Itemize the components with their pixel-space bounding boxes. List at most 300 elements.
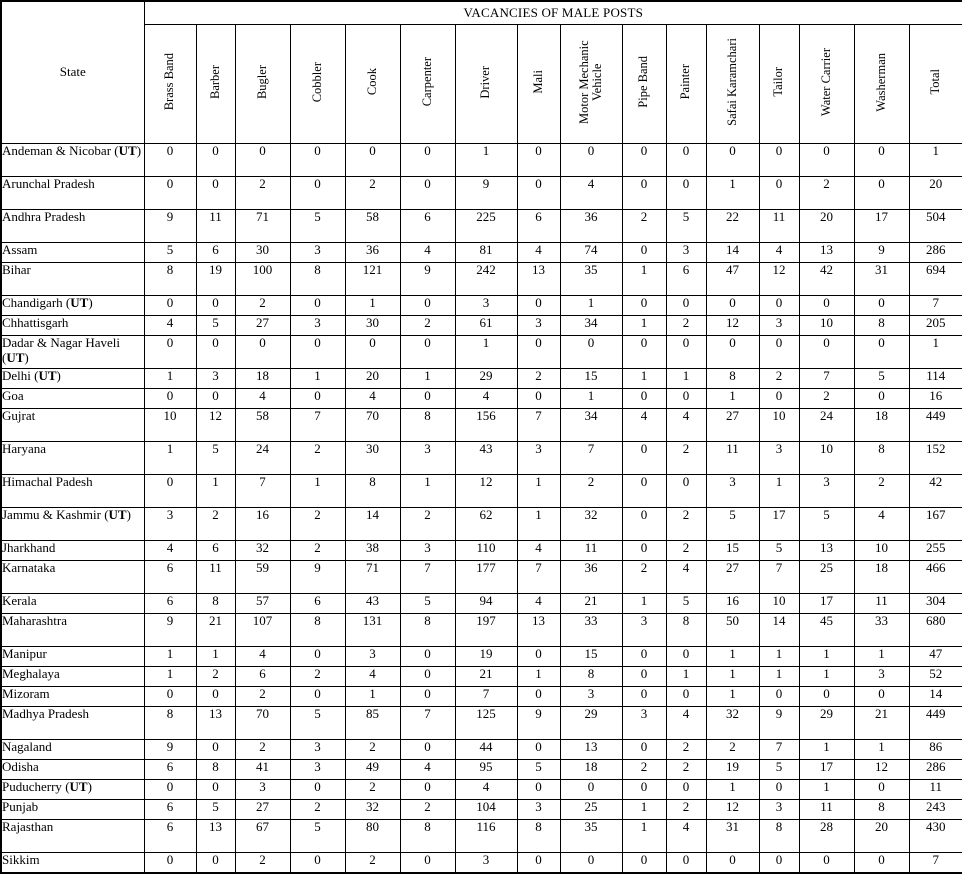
vacancy-count-cell: 0 <box>759 336 799 369</box>
vacancy-count-cell: 4 <box>144 541 196 561</box>
total-cell: 167 <box>909 508 962 541</box>
state-name-label: Manipur <box>2 646 47 661</box>
vacancy-count-cell: 1 <box>560 389 622 409</box>
vacancy-count-cell: 4 <box>345 389 400 409</box>
vacancy-count-cell: 30 <box>345 442 400 475</box>
state-name-label: Jammu & Kashmir <box>2 507 105 522</box>
table-row <box>1 760 962 780</box>
vacancy-count-cell: 0 <box>144 780 196 800</box>
column-header-bugler <box>235 25 290 144</box>
vacancy-count-cell: 0 <box>854 687 909 707</box>
vacancy-count-cell: 0 <box>706 336 759 369</box>
vacancy-count-cell: 1 <box>666 667 706 687</box>
vacancy-count-cell: 8 <box>345 475 400 508</box>
vacancy-count-cell: 5 <box>759 760 799 780</box>
column-header-tailor-label: Tailor <box>771 67 786 97</box>
vacancy-count-cell: 10 <box>144 409 196 442</box>
table-row <box>1 369 962 389</box>
vacancy-count-cell: 6 <box>144 760 196 780</box>
state-name-cell <box>1 667 144 687</box>
vacancy-count-cell: 0 <box>759 389 799 409</box>
vacancy-count-cell: 18 <box>854 561 909 594</box>
vacancy-count-cell: 32 <box>235 541 290 561</box>
vacancy-count-cell: 5 <box>666 594 706 614</box>
vacancy-count-cell: 21 <box>196 614 235 647</box>
column-header-driver-label: Driver <box>478 65 493 99</box>
vacancy-count-cell: 0 <box>854 296 909 316</box>
vacancy-count-cell: 0 <box>290 144 345 177</box>
vacancy-count-cell: 0 <box>666 389 706 409</box>
column-header-brass-band <box>144 25 196 144</box>
column-header-cobbler-label: Cobbler <box>309 61 324 103</box>
vacancy-count-cell: 2 <box>400 508 455 541</box>
vacancy-count-cell: 3 <box>759 442 799 475</box>
vacancy-count-cell: 7 <box>799 369 854 389</box>
vacancy-count-cell: 18 <box>235 369 290 389</box>
total-cell: 7 <box>909 296 962 316</box>
vacancy-count-cell: 0 <box>622 647 666 667</box>
vacancy-count-cell: 0 <box>854 144 909 177</box>
vacancy-count-cell: 0 <box>400 296 455 316</box>
state-name-label: Meghalaya <box>2 666 60 681</box>
vacancy-count-cell: 11 <box>560 541 622 561</box>
vacancy-count-cell: 67 <box>235 820 290 853</box>
vacancy-count-cell: 4 <box>666 409 706 442</box>
column-header-cook <box>345 25 400 144</box>
vacancy-count-cell: 0 <box>560 144 622 177</box>
vacancy-count-cell: 1 <box>622 369 666 389</box>
vacancy-count-cell: 4 <box>400 243 455 263</box>
vacancy-count-cell: 2 <box>345 740 400 760</box>
vacancy-count-cell: 0 <box>400 177 455 210</box>
column-header-washerman <box>854 25 909 144</box>
vacancy-count-cell: 21 <box>455 667 517 687</box>
vacancy-count-cell: 3 <box>345 647 400 667</box>
vacancy-count-cell: 19 <box>706 760 759 780</box>
vacancy-count-cell: 1 <box>706 177 759 210</box>
vacancy-count-cell: 10 <box>759 594 799 614</box>
vacancy-count-cell: 12 <box>706 316 759 336</box>
state-name-label: Dadar & Nagar Haveli <box>2 335 121 350</box>
vacancy-count-cell: 2 <box>290 442 345 475</box>
column-header-mali <box>517 25 560 144</box>
vacancy-count-cell: 18 <box>854 409 909 442</box>
table-row <box>1 336 962 369</box>
vacancy-count-cell: 0 <box>290 687 345 707</box>
state-name-label: Assam <box>2 242 38 257</box>
vacancy-count-cell: 0 <box>517 144 560 177</box>
vacancy-count-cell: 0 <box>290 336 345 369</box>
table-row <box>1 389 962 409</box>
union-territory-badge: UT <box>38 368 57 383</box>
state-name-label: Nagaland <box>2 739 52 754</box>
state-name-label: Goa <box>2 388 24 403</box>
total-cell: 20 <box>909 177 962 210</box>
vacancy-count-cell: 6 <box>196 243 235 263</box>
vacancy-count-cell: 0 <box>345 336 400 369</box>
column-header-driver <box>455 25 517 144</box>
state-name-label: Punjab <box>2 799 39 814</box>
vacancy-count-cell: 6 <box>517 210 560 243</box>
vacancy-count-cell: 1 <box>759 475 799 508</box>
vacancy-count-cell: 1 <box>196 647 235 667</box>
total-cell: 430 <box>909 820 962 853</box>
vacancy-count-cell: 8 <box>666 614 706 647</box>
vacancy-count-cell: 0 <box>290 853 345 873</box>
vacancy-count-cell: 17 <box>759 508 799 541</box>
vacancy-count-cell: 1 <box>517 667 560 687</box>
vacancy-count-cell: 0 <box>290 780 345 800</box>
vacancy-count-cell: 3 <box>666 243 706 263</box>
vacancy-count-cell: 14 <box>345 508 400 541</box>
state-name-cell <box>1 177 144 210</box>
vacancy-count-cell: 3 <box>622 707 666 740</box>
vacancy-count-cell: 20 <box>854 820 909 853</box>
vacancy-count-cell: 0 <box>622 177 666 210</box>
column-header-pipe-band-label: Pipe Band <box>636 56 651 108</box>
vacancy-count-cell: 1 <box>622 820 666 853</box>
vacancy-count-cell: 61 <box>455 316 517 336</box>
vacancy-count-cell: 0 <box>560 853 622 873</box>
vacancy-count-cell: 100 <box>235 263 290 296</box>
vacancy-count-cell: 0 <box>517 687 560 707</box>
vacancy-count-cell: 31 <box>854 263 909 296</box>
table-row <box>1 707 962 740</box>
column-header-bugler-label: Bugler <box>254 65 269 100</box>
state-name-label: Haryana <box>2 441 47 456</box>
vacancy-count-cell: 0 <box>666 647 706 667</box>
vacancy-count-cell: 71 <box>235 210 290 243</box>
vacancy-count-cell: 71 <box>345 561 400 594</box>
vacancy-count-cell: 1 <box>290 475 345 508</box>
vacancy-count-cell: 2 <box>290 508 345 541</box>
table-row <box>1 740 962 760</box>
vacancy-count-cell: 3 <box>622 614 666 647</box>
vacancy-count-cell: 2 <box>666 740 706 760</box>
vacancy-count-cell: 2 <box>666 442 706 475</box>
vacancy-count-cell: 2 <box>290 541 345 561</box>
vacancy-count-cell: 0 <box>144 144 196 177</box>
vacancy-count-cell: 13 <box>799 541 854 561</box>
vacancy-count-cell: 8 <box>400 409 455 442</box>
vacancy-count-cell: 0 <box>196 296 235 316</box>
vacancy-count-cell: 3 <box>235 780 290 800</box>
vacancy-count-cell: 0 <box>144 336 196 369</box>
vacancy-count-cell: 0 <box>400 389 455 409</box>
vacancy-count-cell: 4 <box>622 409 666 442</box>
vacancy-count-cell: 0 <box>854 177 909 210</box>
total-cell: 86 <box>909 740 962 760</box>
vacancy-count-cell: 3 <box>759 800 799 820</box>
vacancy-count-cell: 0 <box>666 144 706 177</box>
vacancy-count-cell: 15 <box>560 647 622 667</box>
vacancy-count-cell: 58 <box>235 409 290 442</box>
vacancy-count-cell: 9 <box>144 210 196 243</box>
vacancy-count-cell: 13 <box>560 740 622 760</box>
vacancy-count-cell: 34 <box>560 316 622 336</box>
table-row <box>1 409 962 442</box>
vacancy-count-cell: 29 <box>455 369 517 389</box>
vacancy-count-cell: 8 <box>196 594 235 614</box>
vacancy-count-cell: 0 <box>290 647 345 667</box>
vacancy-count-cell: 2 <box>759 369 799 389</box>
vacancy-count-cell: 0 <box>144 177 196 210</box>
vacancy-count-cell: 10 <box>799 442 854 475</box>
state-name-cell <box>1 614 144 647</box>
vacancy-count-cell: 8 <box>144 707 196 740</box>
vacancy-count-cell: 125 <box>455 707 517 740</box>
state-name-label: Andhra Pradesh <box>2 209 86 224</box>
vacancy-count-cell: 50 <box>706 614 759 647</box>
vacancy-count-cell: 0 <box>517 389 560 409</box>
union-territory-badge: UT <box>108 507 127 522</box>
vacancy-count-cell: 8 <box>560 667 622 687</box>
vacancy-count-cell: 1 <box>144 667 196 687</box>
vacancy-count-cell: 17 <box>799 594 854 614</box>
vacancy-count-cell: 11 <box>759 210 799 243</box>
vacancy-count-cell: 0 <box>666 780 706 800</box>
vacancy-count-cell: 1 <box>622 594 666 614</box>
vacancy-count-cell: 2 <box>666 800 706 820</box>
vacancy-count-cell: 11 <box>706 442 759 475</box>
table-row <box>1 316 962 336</box>
vacancy-count-cell: 0 <box>235 144 290 177</box>
table-row <box>1 144 962 177</box>
vacancy-count-cell: 33 <box>854 614 909 647</box>
vacancy-count-cell: 5 <box>196 800 235 820</box>
vacancy-count-cell: 7 <box>400 561 455 594</box>
vacancy-count-cell: 11 <box>854 594 909 614</box>
vacancy-count-cell: 0 <box>854 389 909 409</box>
vacancy-count-cell: 19 <box>196 263 235 296</box>
state-name-label: Maharashtra <box>2 613 67 628</box>
vacancy-count-cell: 7 <box>400 707 455 740</box>
state-name-cell <box>1 740 144 760</box>
vacancy-count-cell: 0 <box>759 853 799 873</box>
vacancy-count-cell: 107 <box>235 614 290 647</box>
vacancy-count-cell: 1 <box>144 369 196 389</box>
column-header-brass-band-label: Brass Band <box>162 53 177 111</box>
vacancy-count-cell: 38 <box>345 541 400 561</box>
total-cell: 1 <box>909 336 962 369</box>
vacancy-count-cell: 0 <box>517 177 560 210</box>
vacancy-count-cell: 1 <box>517 475 560 508</box>
column-header-motor-mechanic-vehicle <box>560 25 622 144</box>
total-cell: 466 <box>909 561 962 594</box>
table-row <box>1 561 962 594</box>
vacancy-count-cell: 1 <box>144 442 196 475</box>
vacancy-count-cell: 7 <box>560 442 622 475</box>
vacancy-count-cell: 0 <box>854 853 909 873</box>
vacancy-count-cell: 2 <box>235 853 290 873</box>
total-cell: 286 <box>909 243 962 263</box>
state-name-label: Chandigarh <box>2 295 66 310</box>
vacancy-count-cell: 9 <box>854 243 909 263</box>
vacancy-count-cell: 5 <box>196 316 235 336</box>
vacancy-count-cell: 2 <box>622 760 666 780</box>
vacancy-count-cell: 58 <box>345 210 400 243</box>
vacancy-count-cell: 9 <box>400 263 455 296</box>
column-header-carpenter <box>400 25 455 144</box>
vacancy-count-cell: 0 <box>759 177 799 210</box>
vacancy-count-cell: 0 <box>290 177 345 210</box>
union-territory-badge: UT <box>6 349 25 365</box>
column-header-water-carrier <box>799 25 854 144</box>
vacancy-count-cell: 2 <box>400 316 455 336</box>
vacancy-count-cell: 3 <box>455 853 517 873</box>
vacancy-count-cell: 11 <box>799 800 854 820</box>
vacancy-count-cell: 1 <box>799 647 854 667</box>
vacancy-count-cell: 3 <box>455 296 517 316</box>
table-row <box>1 243 962 263</box>
total-cell: 255 <box>909 541 962 561</box>
vacancy-count-cell: 2 <box>666 508 706 541</box>
vacancy-count-cell: 0 <box>400 647 455 667</box>
vacancy-count-cell: 13 <box>196 820 235 853</box>
vacancy-count-cell: 0 <box>144 296 196 316</box>
vacancy-count-cell: 7 <box>759 561 799 594</box>
state-name-cell: Dadar & Nagar Haveli (UT) <box>1 336 144 369</box>
state-name-label: Andeman & Nicobar <box>2 143 115 158</box>
vacancy-count-cell: 0 <box>799 144 854 177</box>
vacancy-count-cell: 0 <box>196 740 235 760</box>
vacancy-count-cell: 0 <box>799 336 854 369</box>
vacancy-count-cell: 3 <box>290 760 345 780</box>
vacancy-count-cell: 0 <box>517 740 560 760</box>
vacancy-count-cell: 34 <box>560 409 622 442</box>
vacancy-count-cell: 6 <box>144 561 196 594</box>
vacancy-count-cell: 1 <box>517 508 560 541</box>
vacancy-count-cell: 1 <box>759 667 799 687</box>
vacancy-count-cell: 0 <box>517 647 560 667</box>
total-cell: 205 <box>909 316 962 336</box>
column-header-water-carrier-label: Water Carrier <box>818 48 833 117</box>
vacancy-count-cell: 5 <box>400 594 455 614</box>
vacancy-count-cell: 0 <box>400 144 455 177</box>
vacancy-count-cell: 1 <box>706 780 759 800</box>
vacancy-count-cell: 0 <box>622 144 666 177</box>
vacancy-count-cell: 12 <box>759 263 799 296</box>
vacancy-count-cell: 0 <box>196 389 235 409</box>
vacancy-count-cell: 2 <box>622 561 666 594</box>
vacancy-count-cell: 2 <box>854 475 909 508</box>
vacancy-count-cell: 116 <box>455 820 517 853</box>
vacancy-count-cell: 94 <box>455 594 517 614</box>
vacancy-count-cell: 0 <box>235 336 290 369</box>
state-name-cell <box>1 263 144 296</box>
vacancy-count-cell: 8 <box>517 820 560 853</box>
vacancy-count-cell: 35 <box>560 820 622 853</box>
state-name-cell <box>1 210 144 243</box>
total-cell: 243 <box>909 800 962 820</box>
vacancy-count-cell: 1 <box>799 667 854 687</box>
vacancy-count-cell: 15 <box>706 541 759 561</box>
vacancy-count-cell: 32 <box>345 800 400 820</box>
column-header-barber <box>196 25 235 144</box>
vacancy-count-cell: 13 <box>799 243 854 263</box>
vacancy-count-cell: 1 <box>854 740 909 760</box>
state-name-cell: Andeman & Nicobar (UT) <box>1 144 144 177</box>
vacancy-count-cell: 0 <box>400 667 455 687</box>
vacancy-count-cell: 0 <box>622 389 666 409</box>
vacancy-count-cell: 6 <box>290 594 345 614</box>
vacancy-count-cell: 2 <box>290 667 345 687</box>
vacancy-count-cell: 8 <box>290 263 345 296</box>
vacancy-count-cell: 0 <box>622 475 666 508</box>
vacancy-count-cell: 12 <box>196 409 235 442</box>
union-territory-badge: UT <box>70 295 89 310</box>
vacancy-count-cell: 27 <box>235 800 290 820</box>
vacancy-count-cell: 1 <box>622 316 666 336</box>
state-name-label: Arunchal Pradesh <box>2 176 95 191</box>
vacancy-count-cell: 9 <box>455 177 517 210</box>
vacancy-count-cell: 5 <box>196 442 235 475</box>
vacancy-count-cell: 45 <box>799 614 854 647</box>
state-name-cell <box>1 853 144 873</box>
table-row <box>1 820 962 853</box>
vacancy-count-cell: 7 <box>759 740 799 760</box>
vacancy-count-cell: 70 <box>235 707 290 740</box>
vacancy-count-cell: 3 <box>517 442 560 475</box>
vacancy-count-cell: 3 <box>517 316 560 336</box>
vacancy-count-cell: 0 <box>622 740 666 760</box>
vacancy-count-cell: 20 <box>799 210 854 243</box>
vacancy-count-cell: 18 <box>560 760 622 780</box>
vacancy-count-cell: 1 <box>854 647 909 667</box>
vacancy-count-cell: 0 <box>622 667 666 687</box>
vacancy-count-cell: 29 <box>560 707 622 740</box>
vacancy-count-cell: 110 <box>455 541 517 561</box>
vacancy-count-cell: 0 <box>560 336 622 369</box>
vacancy-count-cell: 28 <box>799 820 854 853</box>
vacancy-count-cell: 4 <box>666 820 706 853</box>
state-name-label: Karnataka <box>2 560 56 575</box>
vacancy-count-cell: 8 <box>854 316 909 336</box>
vacancy-count-cell: 0 <box>622 442 666 475</box>
vacancy-count-cell: 1 <box>759 647 799 667</box>
table-row <box>1 475 962 508</box>
vacancy-count-cell: 0 <box>622 508 666 541</box>
vacancy-count-cell: 32 <box>560 508 622 541</box>
header-columns-row <box>1 25 962 144</box>
vacancy-count-cell: 0 <box>799 687 854 707</box>
vacancy-count-cell: 3 <box>144 508 196 541</box>
vacancy-count-cell: 13 <box>517 614 560 647</box>
vacancy-count-cell: 2 <box>235 177 290 210</box>
vacancy-count-cell: 4 <box>517 541 560 561</box>
vacancy-count-cell: 4 <box>517 594 560 614</box>
vacancy-count-cell: 3 <box>400 541 455 561</box>
vacancy-count-cell: 3 <box>290 243 345 263</box>
vacancy-count-cell: 9 <box>290 561 345 594</box>
vacancy-count-cell: 0 <box>290 389 345 409</box>
vacancy-count-cell: 6 <box>196 541 235 561</box>
vacancy-count-cell: 2 <box>666 541 706 561</box>
state-name-cell <box>1 409 144 442</box>
vacancy-count-cell: 3 <box>799 475 854 508</box>
vacancy-count-cell: 5 <box>144 243 196 263</box>
column-header-carpenter-label: Carpenter <box>419 57 434 107</box>
vacancy-count-cell: 4 <box>517 243 560 263</box>
vacancy-count-cell: 25 <box>560 800 622 820</box>
vacancy-count-cell: 7 <box>235 475 290 508</box>
table-body <box>1 144 962 873</box>
state-name-label: Delhi <box>2 368 35 383</box>
column-header-tailor <box>759 25 799 144</box>
vacancy-count-cell: 36 <box>560 210 622 243</box>
state-name-cell <box>1 389 144 409</box>
vacancy-count-cell: 2 <box>799 177 854 210</box>
